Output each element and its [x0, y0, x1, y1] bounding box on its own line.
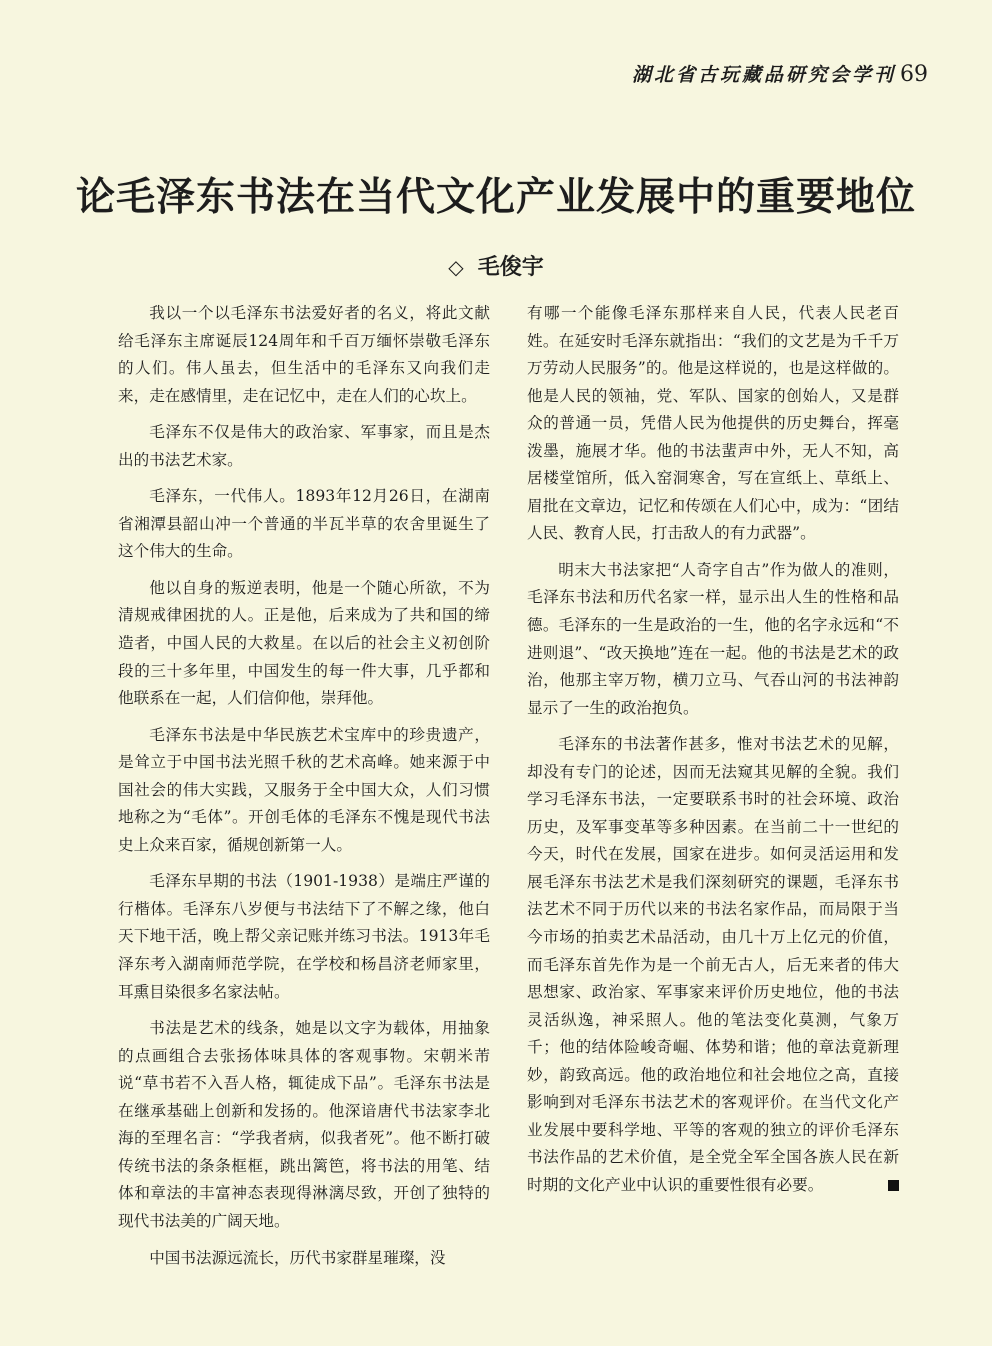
author-line	[0, 250, 992, 281]
paragraph: 他以自身的叛逆表明，他是一个随心所欲，不为清规戒律困扰的人。正是他，后来成为了共和国的缔造者，中国人民的大救星。在以后的社会主义初创阶段的三十多年里，中国发生的每一件大事，几乎都和他联系在一起，人们信仰他，崇拜他。	[118, 578, 490, 708]
journal-header	[632, 60, 928, 87]
paragraph-text: 毛泽东的书法著作甚多，惟对书法艺术的见解，却没有专门的论述，因而无法窥其见解的全貌。我们学习毛泽东书法，一定要联系书时的社会环境、政治历史，及军事变革等多种因素。在当前二十一世纪的今天，时代在发展，国家在进步。如何灵活运用和发展毛泽东书法艺术是我们深刻研究的课题，毛泽东书法艺术不同于历代以来的书法名家作品，而局限于当今市场的拍卖艺术品活动，由几十万上亿元的价值，而毛泽东首先作为是一个前无古人，后无来者的伟大思想家、政治家、军事家来评价历史地位，他的书法灵活纵逸，神采照人。他的笔法变化莫测，气象万千；他的结体险峻奇崛、体势和谐；他的章法竟新理妙，韵致高远。他的政治地位和社会地位之高，直接影响到对毛泽东书法艺术的客观评价。在当代文化产业发展中要科学地、平等的客观的独立的评价毛泽东书法作品的艺术价值，是全党全军全国各族人民在新时期的文化产业中认识的重要性很有必要。	[527, 735, 899, 1194]
author-name: 毛俊宇	[477, 255, 544, 280]
paragraph: 明末大书法家把“人奇字自古”作为做人的准则，毛泽东书法和历代名家一样，显示出人生的性格和品德。毛泽东的一生是政治的一生，他的名字永远和“不进则退”、“改天换地”连在一起。他的书法是艺术的政治，他那主宰万物，横刀立马、气吞山河的书法神韵显示了一生的政治抱负。	[527, 560, 899, 717]
article-title: 论毛泽东书法在当代文化产业发展中的重要地位	[75, 175, 916, 220]
left-column	[118, 300, 490, 1272]
right-column	[527, 300, 899, 1200]
paragraph: 毛泽东书法是中华民族艺术宝库中的珍贵遗产，是耸立于中国书法光照千秋的艺术高峰。她来源于中国社会的伟大实践，又服务于全中国大众，人们习惯地称之为“毛体”。开创毛体的毛泽东不愧是现代书法史上众来百家，循规创新第一人。	[118, 725, 490, 854]
end-mark-icon	[888, 1180, 899, 1191]
paragraph: 中国书法源远流长，历代书家群星璀璨，没	[149, 1248, 446, 1267]
paragraph: 毛泽东早期的书法（1901-1938）是端庄严谨的行楷体。毛泽东八岁便与书法结下了不解之缘，他白天下地干活，晚上帮父亲记账并练习书法。1913年毛泽东考入湖南师范学院，在学校和杨昌济老师家里，耳熏目染很多名家法帖。	[118, 872, 490, 1001]
page-number: 69	[900, 62, 928, 87]
diamond-icon: ◇	[448, 255, 464, 279]
paragraph: 毛泽东，一代伟人。1893年12月26日，在湖南省湘潭县韶山冲一个普通的半瓦半草的农舍里诞生了这个伟大的生命。	[118, 487, 490, 561]
paragraph: 我以一个以毛泽东书法爱好者的名义，将此文献给毛泽东主席诞辰124周年和千百万缅怀崇敬毛泽东的人们。伟人虽去，但生活中的毛泽东又向我们走来，走在感情里，走在记忆中，走在人们的心坎上。	[118, 304, 490, 405]
paragraph: 书法是艺术的线条，她是以文字为载体，用抽象的点画组合去张扬体味具体的客观事物。宋朝米芾说“草书若不入吾人格，辄徒成下品”。毛泽东书法是在继承基础上创新和发扬的。他深谙唐代书法家李北海的至理名言：“学我者病，似我者死”。他不断打破传统书法的条条框框，跳出篱笆，将书法的用笔、结体和章法的丰富神态表现得淋漓尽致，开创了独特的现代书法美的广阔天地。	[118, 1019, 490, 1230]
paragraph-last	[527, 731, 899, 1199]
paragraph: 毛泽东不仅是伟大的政治家、军事家，而且是杰出的书法艺术家。	[118, 423, 490, 469]
journal-name: 湖北省古玩藏品研究会学刊	[631, 64, 896, 86]
paragraph: 有哪一个能像毛泽东那样来自人民，代表人民老百姓。在延安时毛泽东就指出：“我们的文艺是为千千万万劳动人民服务”的。他是这样说的，也是这样做的。他是人民的领袖，党、军队、国家的创始人，又是群众的普通一员，凭借人民为他提供的历史舞台，挥毫泼墨，施展才华。他的书法蜚声中外，无人不知，高居楼堂馆所，低入窑洞寒舍，写在宣纸上、草纸上、眉批在文章边，记忆和传颂在人们心中，成为：“团结人民、教育人民，打击敌人的有力武器”。	[527, 304, 899, 543]
